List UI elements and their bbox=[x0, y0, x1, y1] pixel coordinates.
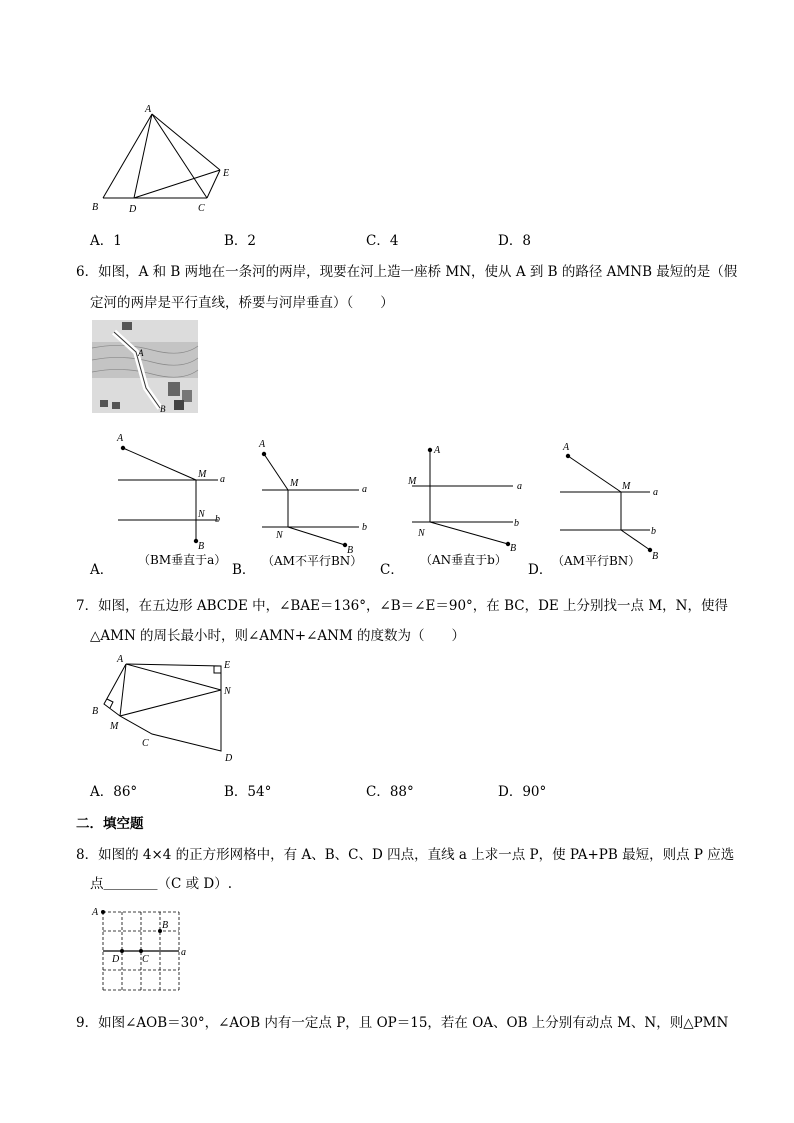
q6a-label-A: A bbox=[117, 433, 124, 444]
q5-label-A: A bbox=[145, 104, 152, 115]
q6-option-c[interactable]: C． bbox=[380, 562, 404, 578]
q6d-label-B: B bbox=[652, 551, 659, 562]
q7-label-B: B bbox=[92, 706, 99, 717]
q8-text-line2: 点＿＿＿＿（C 或 D）. bbox=[90, 876, 233, 892]
q5-option-b[interactable]: B．2 bbox=[224, 233, 257, 249]
q6-caption-c: （AN垂直于b） bbox=[420, 553, 507, 567]
q5-label-C: C bbox=[198, 203, 205, 214]
q6b-label-M: M bbox=[290, 478, 299, 489]
q6-option-a[interactable]: A． bbox=[90, 562, 114, 578]
q6c-label-M: M bbox=[408, 476, 417, 487]
q5-option-d[interactable]: D．8 bbox=[498, 233, 531, 249]
q6c-label-N: N bbox=[418, 528, 425, 539]
q5-label-B: B bbox=[92, 202, 99, 213]
q6d-label-a: a bbox=[653, 487, 658, 498]
q6a-label-B: B bbox=[198, 541, 205, 552]
q6-photo-label-B: B bbox=[160, 404, 166, 414]
q8-point-C bbox=[139, 949, 143, 953]
q7-label-C: C bbox=[142, 738, 149, 749]
q6-caption-a: （BM垂直于a） bbox=[138, 553, 227, 567]
q7-option-d[interactable]: D．90° bbox=[498, 784, 547, 800]
q8-point-D bbox=[120, 949, 124, 953]
q6b-label-N: N bbox=[276, 530, 283, 541]
q7-option-c[interactable]: C．88° bbox=[366, 784, 414, 800]
q6b-label-B: B bbox=[347, 545, 354, 556]
q7-label-D: D bbox=[225, 753, 233, 764]
q6-photo-label-A: A bbox=[138, 348, 144, 358]
q6c-label-A: A bbox=[434, 445, 441, 456]
q7-label-N: N bbox=[224, 686, 231, 697]
q6-text-line2: 定河的两岸是平行直线，桥要与河岸垂直）（ ） bbox=[90, 295, 394, 311]
q8-point-A bbox=[101, 910, 105, 914]
q8-label-A: A bbox=[92, 907, 99, 918]
q5-label-D: D bbox=[129, 204, 137, 215]
q6b-label-a: a bbox=[362, 484, 367, 495]
q7-text-line1: 7．如图，在五边形 ABCDE 中，∠BAE＝136°，∠B＝∠E＝90°，在 BC，DE 上分别找一点 M，N，使得 bbox=[76, 598, 728, 614]
q6a-label-M: M bbox=[198, 469, 207, 480]
q6c-label-B: B bbox=[510, 543, 517, 554]
q7-option-a[interactable]: A．86° bbox=[90, 784, 138, 800]
q5-option-a[interactable]: A．1 bbox=[90, 233, 122, 249]
q6a-label-N: N bbox=[198, 509, 205, 520]
q8-label-C: C bbox=[142, 954, 149, 965]
q6a-label-a: a bbox=[220, 474, 225, 485]
q6-caption-b: （AM不平行BN） bbox=[262, 554, 363, 568]
q8-label-a: a bbox=[181, 947, 186, 958]
q6b-label-b: b bbox=[362, 522, 367, 533]
q8-text-line1: 8．如图的 4×4 的正方形网格中，有 A、B、C、D 四点，直线 a 上求一点 P，使 PA+PB 最短，则点 P 应选 bbox=[76, 847, 735, 863]
q7-label-E: E bbox=[224, 660, 231, 671]
q6a-label-b: b bbox=[215, 514, 220, 525]
q5-option-c[interactable]: C．4 bbox=[366, 233, 399, 249]
q7-label-A: A bbox=[117, 654, 124, 665]
q6d-label-A: A bbox=[563, 442, 570, 453]
q6-caption-d: （AM平行BN） bbox=[552, 554, 641, 568]
q6c-label-b: b bbox=[514, 518, 519, 529]
q6b-label-A: A bbox=[259, 439, 266, 450]
q9-text-line1: 9．如图∠AOB＝30°，∠AOB 内有一定点 P，且 OP＝15，若在 OA、OB 上分别有动点 M、N，则△PMN bbox=[76, 1015, 729, 1031]
q6d-label-M: M bbox=[622, 481, 631, 492]
q6-option-d[interactable]: D． bbox=[528, 562, 553, 578]
q5-label-E: E bbox=[223, 168, 230, 179]
q6c-label-a: a bbox=[517, 481, 522, 492]
section-title-fill-in: 二．填空题 bbox=[76, 816, 144, 832]
q7-text-line2: △AMN 的周长最小时，则∠AMN+∠ANM 的度数为（ ） bbox=[90, 628, 466, 644]
q6-option-b[interactable]: B． bbox=[232, 562, 256, 578]
q6-text-line1: 6．如图，A 和 B 两地在一条河的两岸，现要在河上造一座桥 MN，使从 A 到 B 的路径 AMNB 最短的是（假 bbox=[76, 264, 738, 280]
q8-label-B: B bbox=[162, 920, 169, 931]
q7-option-b[interactable]: B．54° bbox=[224, 784, 272, 800]
q6d-label-b: b bbox=[651, 526, 656, 537]
q8-label-D: D bbox=[112, 954, 120, 965]
q7-label-M: M bbox=[110, 721, 119, 732]
